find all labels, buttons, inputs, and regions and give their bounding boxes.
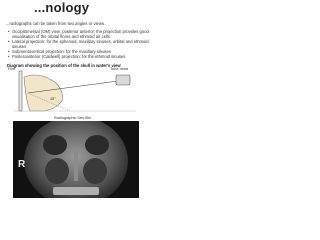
bullet-dot: • (8, 54, 10, 59)
diagram-caption: Diagram showing the position of the skull in water's view (7, 63, 121, 68)
angle-label: 45° (50, 97, 56, 101)
bullet-line: visualisation of the orbital floors and ethmoid air cells (12, 34, 110, 39)
bullet-line: sinuses (12, 44, 27, 49)
xray-caption: Radiographic See film (54, 116, 92, 120)
bullet-dot: • (8, 49, 10, 54)
intro-line: ...radiographs can be taken from two angles or views. (6, 21, 106, 26)
right-orbit (85, 135, 109, 155)
skull-diagram-svg (10, 67, 140, 117)
left-orbit (43, 135, 67, 155)
skull-diagram (10, 67, 140, 122)
right-maxillary-sinus (83, 158, 107, 184)
xray-svg (13, 121, 139, 198)
bullet-line: Submentovertical projection: for the maxillary sinuses (12, 49, 111, 54)
tube-label: Tube head (110, 67, 129, 71)
film-label: Film (8, 67, 16, 71)
page-heading: ...nology (34, 0, 90, 15)
bullet-line: Posteroanterior (Caldwell) projection: for the ethmoid sinuses (12, 54, 126, 59)
bullet-dot: • (8, 39, 10, 44)
film-plate (19, 71, 22, 111)
bullet-line: Lateral projection: for the sphenoid, maxillary sinuses, orbital and ethmoid (12, 39, 149, 44)
left-maxillary-sinus (45, 158, 69, 184)
xray-image (13, 121, 139, 198)
dental-arch (53, 187, 99, 195)
side-marker: R (18, 159, 26, 170)
bullet-line: Occipitomental (OM) view: posterior anterior; the projection provides good (12, 29, 149, 34)
tube-head (116, 75, 130, 85)
bullet-dot: • (8, 29, 10, 34)
nasal-septum (74, 149, 78, 181)
